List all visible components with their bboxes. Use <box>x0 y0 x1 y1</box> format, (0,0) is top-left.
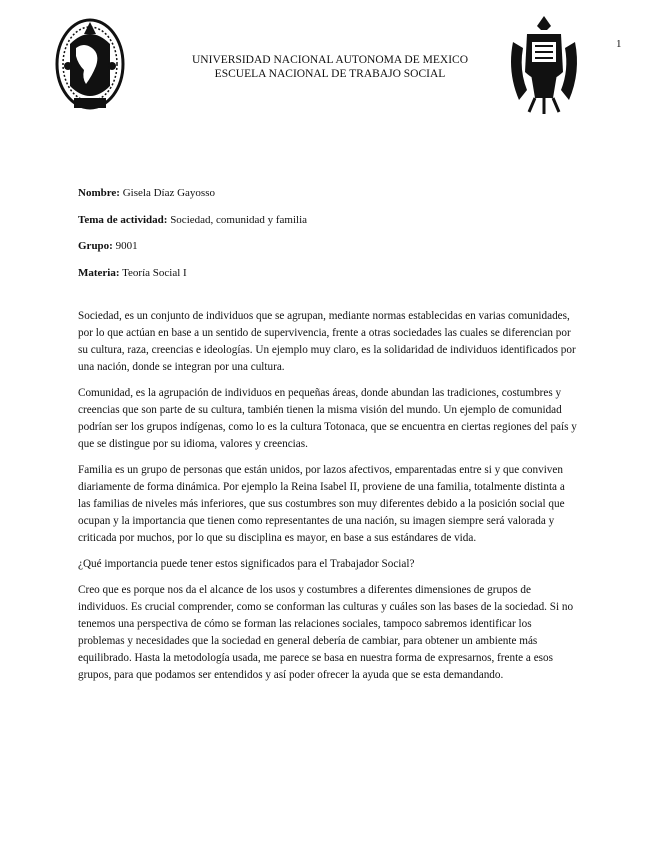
topic-label: Tema de actividad: <box>78 214 168 226</box>
group-field <box>78 240 578 252</box>
ents-eagle-crest-icon <box>505 12 583 116</box>
question-heading: ¿Qué importancia puede tener estos significados para el Trabajador Social? <box>78 558 415 570</box>
paragraph-conclusion: Creo que es porque nos da el alcance de los usos y costumbres a diferentes dimensiones de grupos de individuos. Es crucial comprender, como se conforman las culturas y cuáles son las bases de la sociedad. Si no tenemos una perspectiva de cómo se forman las relaciones sociales, tampoco sabremos identificar los problemas y necesidades que la sociedad en general debería de cambiar, para obtener un ambiente más equilibrado. Hasta la metodología usada, me parece se basa en nuestra forma de expresarnos, frente a esos grupos, para que podamos ser entendidos y así poder ofrecer la ayuda que se esta demandando. <box>78 584 574 681</box>
essay-body <box>78 308 578 693</box>
subject-field <box>78 267 578 279</box>
institution-header <box>150 53 510 81</box>
school-name: ESCUELA NACIONAL DE TRABAJO SOCIAL <box>214 68 446 80</box>
unam-seal-icon <box>54 14 126 120</box>
subject-label: Materia: <box>78 267 120 279</box>
university-name: UNIVERSIDAD NACIONAL AUTONOMA DE MEXICO <box>192 54 468 66</box>
topic-value: Sociedad, comunidad y familia <box>170 214 308 226</box>
paragraph-sociedad: Sociedad, es un conjunto de individuos que se agrupan, mediante normas establecidas en varias comunidades, por lo que actúan en base a un sentido de supervivencia, frente a otras sociedades las cuales se diferencian por su cultura, raza, creencias e ideologías. Un ejemplo muy claro, es la solidaridad de individuos identificados por una nación, donde se integran por una cultura. <box>78 310 576 373</box>
topic-field <box>78 214 578 226</box>
name-value: Gisela Díaz Gayosso <box>122 187 215 199</box>
name-field <box>78 187 578 199</box>
group-label: Grupo: <box>78 240 113 252</box>
group-value: 9001 <box>115 240 138 252</box>
paragraph-familia: Familia es un grupo de personas que están unidos, por lazos afectivos, emparentadas entre si y que conviven diariamente de forma dinámica. Por ejemplo la Reina Isabel II, proviene de una familia, totalmente distinta a las familias de niveles más inferiores, que sus costumbres son muy diferentes debido a la posición social que ocupan y la importancia que tienen como representantes de una nación, su imagen siempre será valorada y criticada por muchos, por lo que su disciplina es mayor, en base a sus estándares de vida. <box>78 464 565 544</box>
page-number: 1 <box>616 38 622 50</box>
paragraph-comunidad: Comunidad, es la agrupación de individuos en pequeñas áreas, donde abundan las tradiciones, costumbres y creencias que son parte de su cultura, también tienen la misma visión del mundo. Un ejemplo de comunidad podrían ser los grupos indígenas, como lo es la cultura Totonaca, que se encuentra en ciertas regiones del país y que se distingue por su idioma, valores y creencias. <box>78 387 577 450</box>
subject-value: Teoría Social I <box>122 267 187 279</box>
name-label: Nombre: <box>78 187 120 199</box>
